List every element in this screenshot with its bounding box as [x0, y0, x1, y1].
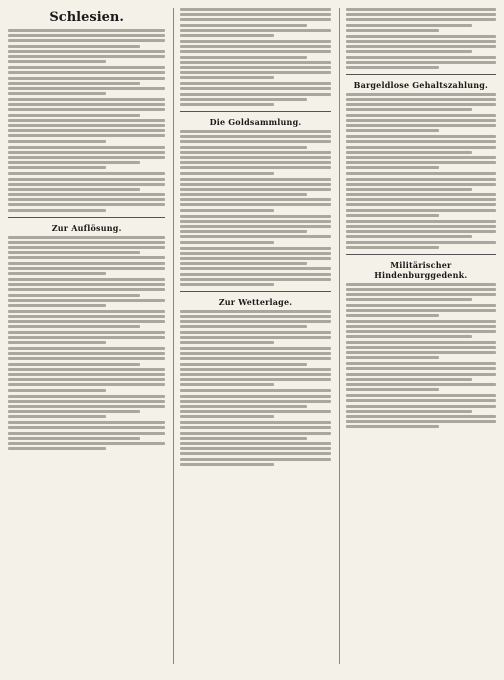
text-line-placeholder	[180, 410, 330, 413]
column-body	[8, 29, 165, 450]
text-line-placeholder	[180, 230, 306, 233]
text-line-placeholder	[346, 66, 439, 69]
text-line-placeholder	[8, 178, 165, 181]
text-line-placeholder	[8, 262, 165, 265]
text-line-placeholder	[8, 383, 165, 386]
text-line-placeholder	[8, 172, 165, 175]
text-line-placeholder	[180, 61, 330, 64]
text-line-placeholder	[346, 119, 496, 122]
text-line-placeholder	[346, 225, 496, 228]
text-line-placeholder	[346, 24, 472, 27]
text-line-placeholder	[8, 363, 140, 366]
text-line-placeholder	[8, 134, 165, 137]
illegible-paragraph	[180, 347, 330, 386]
illegible-paragraph	[180, 130, 330, 175]
text-line-placeholder	[8, 299, 165, 302]
text-line-placeholder	[180, 220, 330, 223]
text-line-placeholder	[346, 40, 496, 43]
text-line-placeholder	[180, 257, 330, 260]
text-line-placeholder	[346, 124, 496, 127]
text-line-placeholder	[8, 447, 106, 450]
text-line-placeholder	[8, 357, 165, 360]
text-line-placeholder	[346, 13, 496, 16]
column-left	[8, 8, 165, 664]
text-line-placeholder	[180, 66, 330, 69]
illegible-paragraph	[180, 178, 330, 212]
text-line-placeholder	[180, 247, 330, 250]
text-line-placeholder	[8, 39, 165, 42]
text-line-placeholder	[8, 98, 165, 101]
text-line-placeholder	[8, 320, 165, 323]
text-line-placeholder	[180, 262, 306, 265]
text-line-placeholder	[180, 368, 330, 371]
text-line-placeholder	[180, 400, 330, 403]
illegible-paragraph	[8, 347, 165, 392]
text-line-placeholder	[346, 283, 496, 286]
text-line-placeholder	[346, 410, 472, 413]
text-line-placeholder	[180, 421, 330, 424]
text-line-placeholder	[8, 246, 165, 249]
illegible-paragraph	[8, 421, 165, 450]
text-line-placeholder	[180, 389, 330, 392]
text-line-placeholder	[180, 209, 273, 212]
text-line-placeholder	[346, 330, 496, 333]
text-line-placeholder	[8, 347, 165, 350]
section-heading: Zur Wetterlage.	[218, 296, 293, 307]
illegible-paragraph	[180, 40, 330, 79]
text-line-placeholder	[180, 8, 330, 11]
text-line-placeholder	[180, 146, 306, 149]
section-rule	[180, 111, 330, 112]
text-line-placeholder	[346, 61, 496, 64]
text-line-placeholder	[8, 442, 165, 445]
illegible-paragraph	[180, 215, 330, 244]
text-line-placeholder	[180, 166, 330, 169]
text-line-placeholder	[346, 298, 472, 301]
text-line-placeholder	[180, 241, 273, 244]
text-line-placeholder	[180, 452, 330, 455]
text-line-placeholder	[8, 50, 165, 53]
illegible-paragraph	[8, 66, 165, 95]
text-line-placeholder	[8, 256, 165, 259]
text-line-placeholder	[346, 188, 472, 191]
text-line-placeholder	[346, 383, 496, 386]
text-line-placeholder	[8, 310, 165, 313]
text-line-placeholder	[346, 183, 496, 186]
illegible-paragraph	[180, 82, 330, 106]
illegible-paragraph	[346, 35, 496, 69]
text-line-placeholder	[346, 178, 496, 181]
text-line-placeholder	[8, 209, 106, 212]
text-line-placeholder	[346, 214, 439, 217]
text-line-placeholder	[8, 341, 106, 344]
text-line-placeholder	[346, 93, 496, 96]
text-line-placeholder	[180, 310, 330, 313]
text-line-placeholder	[8, 140, 106, 143]
text-line-placeholder	[8, 203, 165, 206]
text-line-placeholder	[180, 463, 273, 466]
text-line-placeholder	[346, 151, 472, 154]
text-line-placeholder	[8, 267, 165, 270]
text-line-placeholder	[346, 18, 496, 21]
text-line-placeholder	[8, 198, 165, 201]
text-line-placeholder	[180, 395, 330, 398]
illegible-paragraph	[8, 29, 165, 63]
text-line-placeholder	[180, 193, 306, 196]
text-line-placeholder	[8, 389, 106, 392]
text-line-placeholder	[346, 309, 496, 312]
text-line-placeholder	[8, 304, 106, 307]
illegible-paragraph	[346, 220, 496, 249]
illegible-paragraph	[8, 310, 165, 344]
text-line-placeholder	[180, 24, 306, 27]
text-line-placeholder	[180, 325, 306, 328]
text-line-placeholder	[8, 161, 140, 164]
text-line-placeholder	[180, 405, 306, 408]
illegible-paragraph	[346, 320, 496, 359]
text-line-placeholder	[8, 82, 140, 85]
text-line-placeholder	[8, 336, 165, 339]
text-line-placeholder	[346, 193, 496, 196]
text-line-placeholder	[8, 71, 165, 74]
text-line-placeholder	[180, 336, 330, 339]
illegible-paragraph	[180, 310, 330, 344]
text-line-placeholder	[346, 129, 439, 132]
text-line-placeholder	[8, 236, 165, 239]
text-line-placeholder	[180, 198, 330, 201]
illegible-paragraph	[8, 236, 165, 275]
text-line-placeholder	[8, 283, 165, 286]
text-line-placeholder	[8, 373, 165, 376]
text-line-placeholder	[8, 114, 140, 117]
text-line-placeholder	[8, 294, 140, 297]
text-line-placeholder	[346, 388, 439, 391]
section-rule	[8, 217, 165, 218]
text-line-placeholder	[180, 172, 273, 175]
text-line-placeholder	[346, 114, 496, 117]
text-line-placeholder	[8, 34, 165, 37]
text-line-placeholder	[8, 193, 165, 196]
section-rule	[180, 291, 330, 292]
text-line-placeholder	[8, 325, 140, 328]
text-line-placeholder	[180, 140, 330, 143]
text-line-placeholder	[180, 203, 330, 206]
text-line-placeholder	[8, 432, 165, 435]
text-line-placeholder	[346, 293, 496, 296]
column-right	[339, 8, 496, 664]
text-line-placeholder	[180, 135, 330, 138]
text-line-placeholder	[8, 129, 165, 132]
text-line-placeholder	[180, 373, 330, 376]
illegible-paragraph	[8, 98, 165, 143]
text-line-placeholder	[8, 156, 165, 159]
text-line-placeholder	[346, 399, 496, 402]
text-line-placeholder	[180, 278, 330, 281]
text-line-placeholder	[180, 252, 330, 255]
text-line-placeholder	[346, 378, 472, 381]
text-line-placeholder	[8, 288, 165, 291]
text-line-placeholder	[346, 108, 472, 111]
text-line-placeholder	[180, 178, 330, 181]
text-line-placeholder	[8, 405, 165, 408]
text-line-placeholder	[180, 183, 330, 186]
text-line-placeholder	[180, 378, 330, 381]
illegible-paragraph	[8, 146, 165, 170]
illegible-paragraph	[180, 8, 330, 37]
text-line-placeholder	[346, 288, 496, 291]
text-line-placeholder	[8, 378, 165, 381]
text-line-placeholder	[180, 18, 330, 21]
text-line-placeholder	[180, 34, 273, 37]
text-line-placeholder	[346, 235, 472, 238]
text-line-placeholder	[8, 66, 165, 69]
text-line-placeholder	[8, 188, 140, 191]
text-line-placeholder	[346, 415, 496, 418]
text-line-placeholder	[346, 8, 496, 11]
text-line-placeholder	[8, 166, 106, 169]
illegible-paragraph	[346, 362, 496, 391]
text-line-placeholder	[180, 87, 330, 90]
text-line-placeholder	[346, 35, 496, 38]
text-line-placeholder	[8, 60, 106, 63]
text-line-placeholder	[346, 230, 496, 233]
newspaper-page	[8, 8, 496, 664]
text-line-placeholder	[180, 363, 306, 366]
text-line-placeholder	[346, 304, 496, 307]
text-line-placeholder	[346, 335, 472, 338]
text-line-placeholder	[8, 415, 106, 418]
section-rule	[346, 74, 496, 75]
text-line-placeholder	[180, 40, 330, 43]
text-line-placeholder	[8, 278, 165, 281]
illegible-paragraph	[346, 93, 496, 132]
text-line-placeholder	[346, 241, 496, 244]
text-line-placeholder	[180, 76, 273, 79]
text-line-placeholder	[180, 225, 330, 228]
illegible-paragraph	[180, 389, 330, 418]
text-line-placeholder	[346, 246, 439, 249]
text-line-placeholder	[180, 273, 330, 276]
text-line-placeholder	[8, 395, 165, 398]
text-line-placeholder	[180, 283, 273, 286]
text-line-placeholder	[346, 220, 496, 223]
illegible-paragraph	[346, 135, 496, 169]
text-line-placeholder	[8, 368, 165, 371]
section-heading: Zur Auflösung.	[51, 222, 122, 233]
text-line-placeholder	[8, 108, 165, 111]
text-line-placeholder	[346, 172, 496, 175]
column-middle	[173, 8, 330, 664]
illegible-paragraph	[8, 395, 165, 419]
text-line-placeholder	[8, 146, 165, 149]
text-line-placeholder	[8, 45, 140, 48]
text-line-placeholder	[346, 341, 496, 344]
text-line-placeholder	[8, 124, 165, 127]
text-line-placeholder	[180, 82, 330, 85]
text-line-placeholder	[8, 241, 165, 244]
text-line-placeholder	[180, 315, 330, 318]
text-line-placeholder	[180, 352, 330, 355]
text-line-placeholder	[346, 98, 496, 101]
text-line-placeholder	[8, 119, 165, 122]
text-line-placeholder	[180, 93, 330, 96]
text-line-placeholder	[180, 29, 330, 32]
text-line-placeholder	[346, 156, 496, 159]
text-line-placeholder	[8, 437, 140, 440]
text-line-placeholder	[346, 346, 496, 349]
text-line-placeholder	[346, 209, 496, 212]
text-line-placeholder	[180, 458, 330, 461]
text-line-placeholder	[8, 183, 165, 186]
text-line-placeholder	[346, 362, 496, 365]
text-line-placeholder	[346, 351, 496, 354]
text-line-placeholder	[346, 314, 439, 317]
text-line-placeholder	[8, 272, 106, 275]
text-line-placeholder	[8, 426, 165, 429]
text-line-placeholder	[346, 166, 439, 169]
column-body	[346, 8, 496, 428]
text-line-placeholder	[180, 13, 330, 16]
text-line-placeholder	[346, 394, 496, 397]
text-line-placeholder	[8, 92, 106, 95]
section-rule	[346, 254, 496, 255]
text-line-placeholder	[346, 373, 496, 376]
text-line-placeholder	[346, 203, 496, 206]
text-line-placeholder	[346, 146, 496, 149]
text-line-placeholder	[8, 331, 165, 334]
text-line-placeholder	[346, 320, 496, 323]
text-line-placeholder	[180, 426, 330, 429]
section-heading: Die Goldsammlung.	[209, 117, 302, 127]
text-line-placeholder	[346, 140, 496, 143]
text-line-placeholder	[346, 45, 496, 48]
text-line-placeholder	[8, 151, 165, 154]
text-line-placeholder	[180, 71, 330, 74]
text-line-placeholder	[180, 383, 273, 386]
text-line-placeholder	[180, 45, 330, 48]
text-line-placeholder	[346, 56, 496, 59]
text-line-placeholder	[180, 161, 330, 164]
text-line-placeholder	[180, 215, 330, 218]
text-line-placeholder	[180, 103, 273, 106]
text-line-placeholder	[8, 352, 165, 355]
text-line-placeholder	[346, 405, 496, 408]
text-line-placeholder	[180, 331, 330, 334]
text-line-placeholder	[180, 415, 273, 418]
masthead: Schlesien.	[49, 10, 124, 25]
section-heading: Militärischer Hindenburggedenk.	[374, 259, 468, 280]
text-line-placeholder	[180, 442, 330, 445]
text-line-placeholder	[180, 151, 330, 154]
text-line-placeholder	[346, 425, 439, 428]
text-line-placeholder	[346, 198, 496, 201]
text-line-placeholder	[180, 341, 273, 344]
text-line-placeholder	[8, 315, 165, 318]
text-line-placeholder	[180, 267, 330, 270]
illegible-paragraph	[8, 278, 165, 307]
text-line-placeholder	[180, 320, 330, 323]
illegible-paragraph	[346, 283, 496, 317]
illegible-paragraph	[180, 421, 330, 466]
text-line-placeholder	[346, 29, 439, 32]
illegible-paragraph	[180, 247, 330, 286]
text-line-placeholder	[180, 432, 330, 435]
text-line-placeholder	[8, 55, 165, 58]
illegible-paragraph	[346, 394, 496, 428]
text-line-placeholder	[346, 103, 496, 106]
text-line-placeholder	[8, 77, 165, 80]
text-line-placeholder	[8, 251, 140, 254]
text-line-placeholder	[346, 50, 472, 53]
text-line-placeholder	[180, 98, 306, 101]
illegible-paragraph	[8, 172, 165, 211]
section-heading: Bargeldlose Gehaltszahlung.	[353, 79, 489, 90]
text-line-placeholder	[8, 410, 140, 413]
text-line-placeholder	[8, 87, 165, 90]
text-line-placeholder	[8, 421, 165, 424]
text-line-placeholder	[346, 367, 496, 370]
text-line-placeholder	[180, 347, 330, 350]
text-line-placeholder	[180, 357, 330, 360]
text-line-placeholder	[346, 135, 496, 138]
text-line-placeholder	[346, 325, 496, 328]
text-line-placeholder	[180, 50, 330, 53]
text-line-placeholder	[180, 130, 330, 133]
text-line-placeholder	[180, 56, 306, 59]
text-line-placeholder	[180, 188, 330, 191]
text-line-placeholder	[346, 161, 496, 164]
text-line-placeholder	[346, 420, 496, 423]
text-line-placeholder	[8, 103, 165, 106]
text-line-placeholder	[8, 400, 165, 403]
text-line-placeholder	[180, 447, 330, 450]
text-line-placeholder	[180, 235, 330, 238]
column-body	[180, 8, 330, 466]
illegible-paragraph	[346, 8, 496, 32]
text-line-placeholder	[180, 437, 306, 440]
text-line-placeholder	[180, 156, 330, 159]
illegible-paragraph	[346, 172, 496, 217]
text-line-placeholder	[8, 29, 165, 32]
text-line-placeholder	[346, 356, 439, 359]
